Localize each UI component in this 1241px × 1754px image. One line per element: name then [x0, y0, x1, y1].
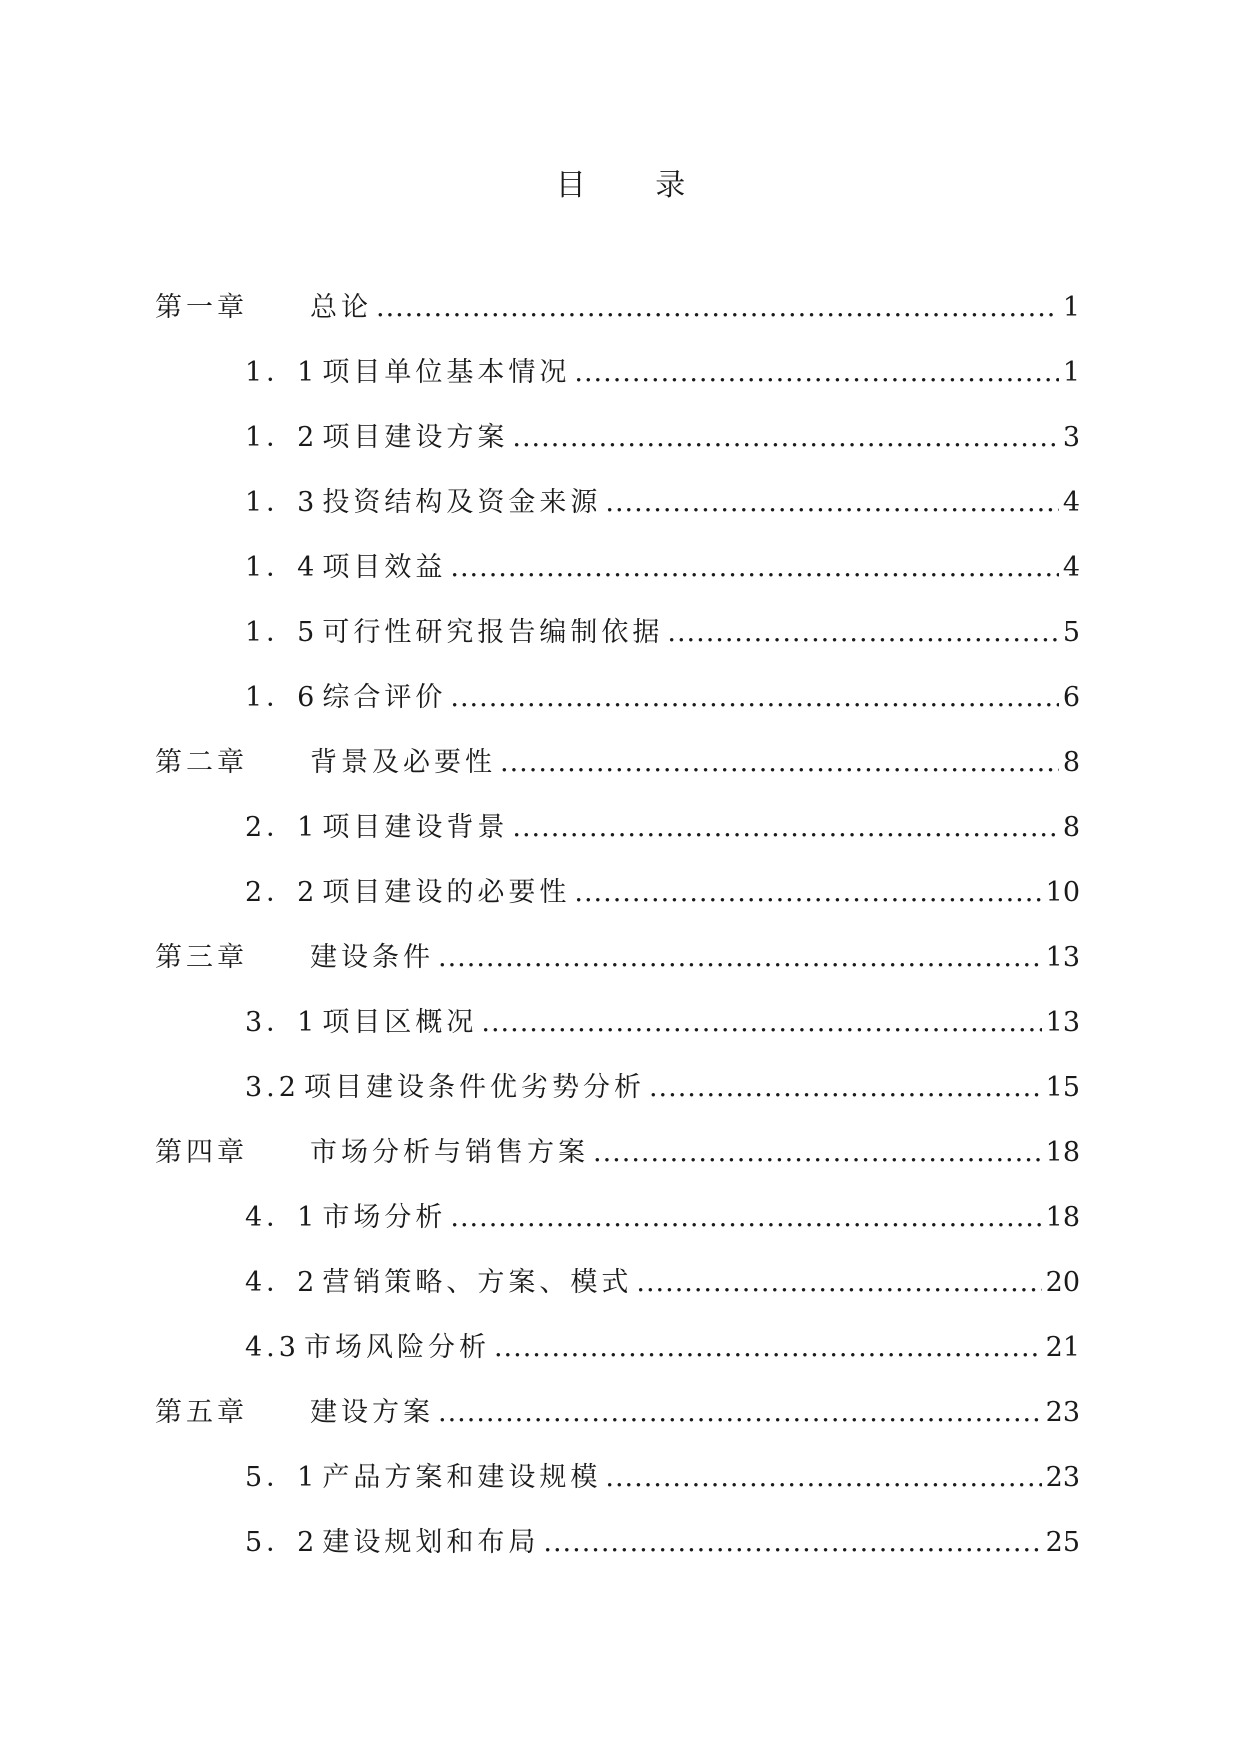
toc-section-1-2[interactable] — [155, 415, 1080, 480]
toc-number: 第五章 — [155, 1397, 248, 1428]
toc-section-4-2[interactable] — [155, 1260, 1080, 1325]
toc-chapter-2[interactable] — [155, 740, 1080, 805]
toc-number: 第二章 — [155, 747, 248, 778]
toc-page: 13 — [1045, 1007, 1080, 1038]
toc-section-1-4[interactable] — [155, 545, 1080, 610]
toc-page: 6 — [1062, 682, 1080, 713]
toc-label: 建设条件 — [310, 942, 434, 973]
toc-page: 3 — [1062, 422, 1080, 453]
toc-leader — [667, 617, 1058, 648]
toc-page: 8 — [1062, 812, 1080, 843]
toc-page: 4 — [1062, 487, 1080, 518]
toc-label: 项目建设条件优劣势分析 — [303, 1072, 645, 1103]
toc-leader — [376, 292, 1059, 323]
toc-page: 13 — [1045, 942, 1080, 973]
toc-leader — [649, 1072, 1042, 1103]
toc-leader — [450, 682, 1058, 713]
toc-section-5-2[interactable] — [155, 1520, 1080, 1585]
toc-page: 18 — [1045, 1137, 1080, 1168]
toc-label: 可行性研究报告编制依据 — [322, 617, 664, 648]
toc-number: 3.2 — [245, 1072, 300, 1103]
toc-label: 项目建设的必要性 — [322, 877, 571, 908]
toc-leader — [512, 812, 1058, 843]
toc-label: 项目区概况 — [322, 1007, 478, 1038]
toc-leader — [574, 357, 1058, 388]
toc-label: 产品方案和建设规模 — [322, 1462, 602, 1493]
toc-leader — [593, 1137, 1042, 1168]
toc-number: 5．2 — [245, 1527, 319, 1558]
toc-section-5-1[interactable] — [155, 1455, 1080, 1520]
toc-section-4-1[interactable] — [155, 1195, 1080, 1260]
toc-number: 2．2 — [245, 877, 319, 908]
toc-page: 5 — [1062, 617, 1080, 648]
toc-page: 4 — [1062, 552, 1080, 583]
toc-section-2-1[interactable] — [155, 805, 1080, 870]
toc-leader — [543, 1527, 1041, 1558]
toc-section-4-3[interactable] — [155, 1325, 1080, 1390]
toc-leader — [512, 422, 1058, 453]
toc-number: 4.3 — [245, 1332, 300, 1363]
toc-section-1-1[interactable] — [155, 350, 1080, 415]
toc-page: 23 — [1045, 1462, 1080, 1493]
toc-label: 综合评价 — [322, 682, 447, 713]
toc-number: 1．2 — [245, 422, 319, 453]
toc-leader — [636, 1267, 1041, 1298]
toc-page: 8 — [1062, 747, 1080, 778]
toc-section-3-1[interactable] — [155, 1000, 1080, 1065]
toc-chapter-3[interactable] — [155, 935, 1080, 1000]
toc-label: 建设规划和布局 — [322, 1527, 540, 1558]
toc-number: 4．1 — [245, 1202, 319, 1233]
toc-page: 21 — [1045, 1332, 1080, 1363]
toc-chapter-4[interactable] — [155, 1130, 1080, 1195]
toc-label: 市场风险分析 — [303, 1332, 490, 1363]
toc-leader — [450, 552, 1058, 583]
toc-label: 市场分析与销售方案 — [310, 1137, 589, 1168]
toc-section-3-2[interactable] — [155, 1065, 1080, 1130]
toc-label: 项目建设背景 — [322, 812, 509, 843]
toc-page: 25 — [1045, 1527, 1080, 1558]
toc-label: 项目效益 — [322, 552, 447, 583]
toc-label: 投资结构及资金来源 — [322, 487, 602, 518]
toc-leader — [605, 1462, 1041, 1493]
toc-section-2-2[interactable] — [155, 870, 1080, 935]
toc-label: 建设方案 — [310, 1397, 434, 1428]
table-of-contents — [155, 285, 1080, 1585]
toc-label: 项目建设方案 — [322, 422, 509, 453]
toc-leader — [605, 487, 1058, 518]
toc-number: 1．1 — [245, 357, 319, 388]
toc-number: 1．5 — [245, 617, 319, 648]
toc-leader — [500, 747, 1059, 778]
toc-page: 10 — [1045, 877, 1080, 908]
toc-number: 第三章 — [155, 942, 248, 973]
toc-number: 1．4 — [245, 552, 319, 583]
toc-page: 1 — [1062, 292, 1080, 323]
toc-leader — [574, 877, 1041, 908]
toc-label: 背景及必要性 — [310, 747, 496, 778]
toc-section-1-6[interactable] — [155, 675, 1080, 740]
toc-leader — [494, 1332, 1042, 1363]
toc-leader — [438, 942, 1042, 973]
toc-number: 4．2 — [245, 1267, 319, 1298]
toc-leader — [450, 1202, 1041, 1233]
toc-label: 市场分析 — [322, 1202, 447, 1233]
toc-label: 营销策略、方案、模式 — [322, 1267, 633, 1298]
toc-number: 第一章 — [155, 292, 248, 323]
toc-section-1-5[interactable] — [155, 610, 1080, 675]
toc-number: 2．1 — [245, 812, 319, 843]
toc-label: 项目单位基本情况 — [322, 357, 571, 388]
toc-page: 15 — [1045, 1072, 1080, 1103]
toc-number: 第四章 — [155, 1137, 248, 1168]
toc-number: 3．1 — [245, 1007, 319, 1038]
toc-label: 总论 — [310, 292, 372, 323]
toc-page: 18 — [1045, 1202, 1080, 1233]
toc-page: 20 — [1045, 1267, 1080, 1298]
toc-number: 1．6 — [245, 682, 319, 713]
toc-chapter-1[interactable] — [155, 285, 1080, 350]
toc-page: 1 — [1062, 357, 1080, 388]
toc-leader — [481, 1007, 1041, 1038]
page-title: 目 录 — [555, 168, 716, 203]
toc-number: 1．3 — [245, 487, 319, 518]
toc-leader — [438, 1397, 1042, 1428]
toc-section-1-3[interactable] — [155, 480, 1080, 545]
toc-page: 23 — [1045, 1397, 1080, 1428]
toc-chapter-5[interactable] — [155, 1390, 1080, 1455]
toc-number: 5．1 — [245, 1462, 319, 1493]
